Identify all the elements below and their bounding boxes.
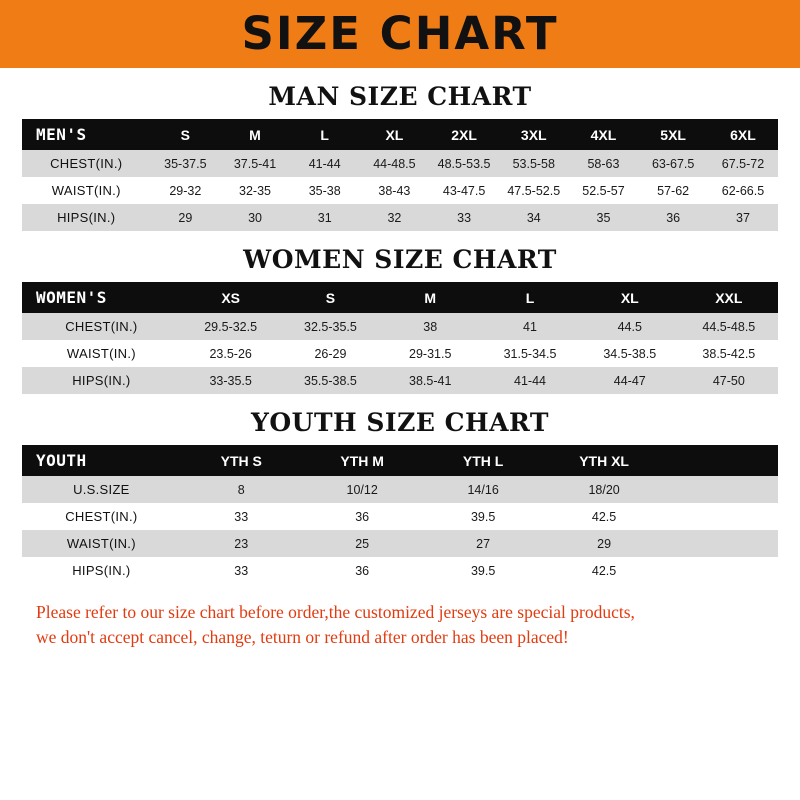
row-label: HIPS(IN.) bbox=[22, 557, 181, 584]
cell: 14/16 bbox=[423, 476, 544, 503]
cell: 44-47 bbox=[580, 367, 680, 394]
column-header: XS bbox=[181, 282, 281, 313]
table-row bbox=[22, 150, 778, 177]
cell: 57-62 bbox=[638, 177, 708, 204]
cell: 47-50 bbox=[680, 367, 778, 394]
cell: 32.5-35.5 bbox=[281, 313, 381, 340]
cell: 44.5 bbox=[580, 313, 680, 340]
cell-spacer bbox=[665, 503, 778, 530]
cell: 34.5-38.5 bbox=[580, 340, 680, 367]
column-header: XXL bbox=[680, 282, 778, 313]
table-row bbox=[22, 177, 778, 204]
column-header: YTH S bbox=[181, 445, 302, 476]
cell: 39.5 bbox=[423, 557, 544, 584]
table-header-row bbox=[22, 445, 778, 476]
cell: 23.5-26 bbox=[181, 340, 281, 367]
row-label: HIPS(IN.) bbox=[22, 367, 181, 394]
cell-spacer bbox=[665, 557, 778, 584]
cell: 52.5-57 bbox=[569, 177, 639, 204]
cell: 44.5-48.5 bbox=[680, 313, 778, 340]
cell: 10/12 bbox=[302, 476, 423, 503]
table-men bbox=[22, 119, 778, 231]
row-label: HIPS(IN.) bbox=[22, 204, 150, 231]
section-youth bbox=[22, 408, 778, 584]
table-row bbox=[22, 530, 778, 557]
table-header-row bbox=[22, 282, 778, 313]
row-label: CHEST(IN.) bbox=[22, 313, 181, 340]
section-title-men: MAN SIZE CHART bbox=[268, 82, 532, 111]
cell: 23 bbox=[181, 530, 302, 557]
cell: 41-44 bbox=[480, 367, 580, 394]
cell: 33 bbox=[429, 204, 499, 231]
cell: 35.5-38.5 bbox=[281, 367, 381, 394]
row-header-label: YOUTH bbox=[22, 445, 181, 476]
section-title-youth: YOUTH SIZE CHART bbox=[251, 408, 549, 437]
row-label: WAIST(IN.) bbox=[22, 530, 181, 557]
cell: 8 bbox=[181, 476, 302, 503]
cell: 43-47.5 bbox=[429, 177, 499, 204]
table-row bbox=[22, 503, 778, 530]
cell: 18/20 bbox=[544, 476, 665, 503]
cell: 63-67.5 bbox=[638, 150, 708, 177]
cell: 35-38 bbox=[290, 177, 360, 204]
section-title-women: WOMEN SIZE CHART bbox=[243, 245, 557, 274]
column-header: XL bbox=[580, 282, 680, 313]
page-title: SIZE CHART bbox=[241, 6, 559, 60]
cell: 27 bbox=[423, 530, 544, 557]
cell: 41-44 bbox=[290, 150, 360, 177]
cell: 42.5 bbox=[544, 557, 665, 584]
column-header: S bbox=[150, 119, 220, 150]
cell: 34 bbox=[499, 204, 569, 231]
cell: 36 bbox=[302, 503, 423, 530]
cell: 38.5-42.5 bbox=[680, 340, 778, 367]
cell: 47.5-52.5 bbox=[499, 177, 569, 204]
cell: 29-31.5 bbox=[380, 340, 480, 367]
table-row bbox=[22, 340, 778, 367]
cell: 62-66.5 bbox=[708, 177, 778, 204]
cell: 44-48.5 bbox=[360, 150, 430, 177]
cell: 32-35 bbox=[220, 177, 290, 204]
column-header: L bbox=[480, 282, 580, 313]
row-header-label: MEN'S bbox=[22, 119, 150, 150]
cell: 38-43 bbox=[360, 177, 430, 204]
section-men bbox=[22, 82, 778, 231]
row-label: WAIST(IN.) bbox=[22, 177, 150, 204]
cell-spacer bbox=[665, 476, 778, 503]
table-row bbox=[22, 367, 778, 394]
table-youth bbox=[22, 445, 778, 584]
column-header: YTH XL bbox=[544, 445, 665, 476]
footer-note bbox=[22, 600, 778, 651]
column-header: M bbox=[220, 119, 290, 150]
row-header-label: WOMEN'S bbox=[22, 282, 181, 313]
cell: 25 bbox=[302, 530, 423, 557]
cell: 33 bbox=[181, 557, 302, 584]
table-row bbox=[22, 557, 778, 584]
row-label: WAIST(IN.) bbox=[22, 340, 181, 367]
column-header: XL bbox=[360, 119, 430, 150]
column-header-spacer bbox=[665, 445, 778, 476]
column-header: S bbox=[281, 282, 381, 313]
cell-spacer bbox=[665, 530, 778, 557]
cell: 53.5-58 bbox=[499, 150, 569, 177]
cell: 48.5-53.5 bbox=[429, 150, 499, 177]
column-header: 3XL bbox=[499, 119, 569, 150]
cell: 29 bbox=[150, 204, 220, 231]
cell: 35-37.5 bbox=[150, 150, 220, 177]
cell: 39.5 bbox=[423, 503, 544, 530]
cell: 32 bbox=[360, 204, 430, 231]
column-header: 5XL bbox=[638, 119, 708, 150]
column-header: 2XL bbox=[429, 119, 499, 150]
footer-line-2: we don't accept cancel, change, teturn or refund after order has been placed! bbox=[36, 627, 569, 648]
cell: 33-35.5 bbox=[181, 367, 281, 394]
column-header: YTH M bbox=[302, 445, 423, 476]
row-label: U.S.SIZE bbox=[22, 476, 181, 503]
cell: 29.5-32.5 bbox=[181, 313, 281, 340]
cell: 38 bbox=[380, 313, 480, 340]
cell: 67.5-72 bbox=[708, 150, 778, 177]
cell: 29 bbox=[544, 530, 665, 557]
cell: 31 bbox=[290, 204, 360, 231]
cell: 42.5 bbox=[544, 503, 665, 530]
cell: 35 bbox=[569, 204, 639, 231]
cell: 31.5-34.5 bbox=[480, 340, 580, 367]
cell: 58-63 bbox=[569, 150, 639, 177]
section-women bbox=[22, 245, 778, 394]
footer-line-1: Please refer to our size chart before order,the customized jerseys are special products, bbox=[36, 602, 635, 622]
cell: 33 bbox=[181, 503, 302, 530]
cell: 37 bbox=[708, 204, 778, 231]
cell: 38.5-41 bbox=[380, 367, 480, 394]
table-header-row bbox=[22, 119, 778, 150]
banner bbox=[0, 0, 800, 68]
cell: 26-29 bbox=[281, 340, 381, 367]
cell: 29-32 bbox=[150, 177, 220, 204]
table-row bbox=[22, 313, 778, 340]
table-row bbox=[22, 476, 778, 503]
table-row bbox=[22, 204, 778, 231]
column-header: L bbox=[290, 119, 360, 150]
cell: 41 bbox=[480, 313, 580, 340]
content bbox=[0, 82, 800, 651]
row-label: CHEST(IN.) bbox=[22, 150, 150, 177]
cell: 30 bbox=[220, 204, 290, 231]
column-header: 4XL bbox=[569, 119, 639, 150]
column-header: M bbox=[380, 282, 480, 313]
cell: 36 bbox=[638, 204, 708, 231]
row-label: CHEST(IN.) bbox=[22, 503, 181, 530]
cell: 37.5-41 bbox=[220, 150, 290, 177]
column-header: YTH L bbox=[423, 445, 544, 476]
column-header: 6XL bbox=[708, 119, 778, 150]
table-women bbox=[22, 282, 778, 394]
cell: 36 bbox=[302, 557, 423, 584]
